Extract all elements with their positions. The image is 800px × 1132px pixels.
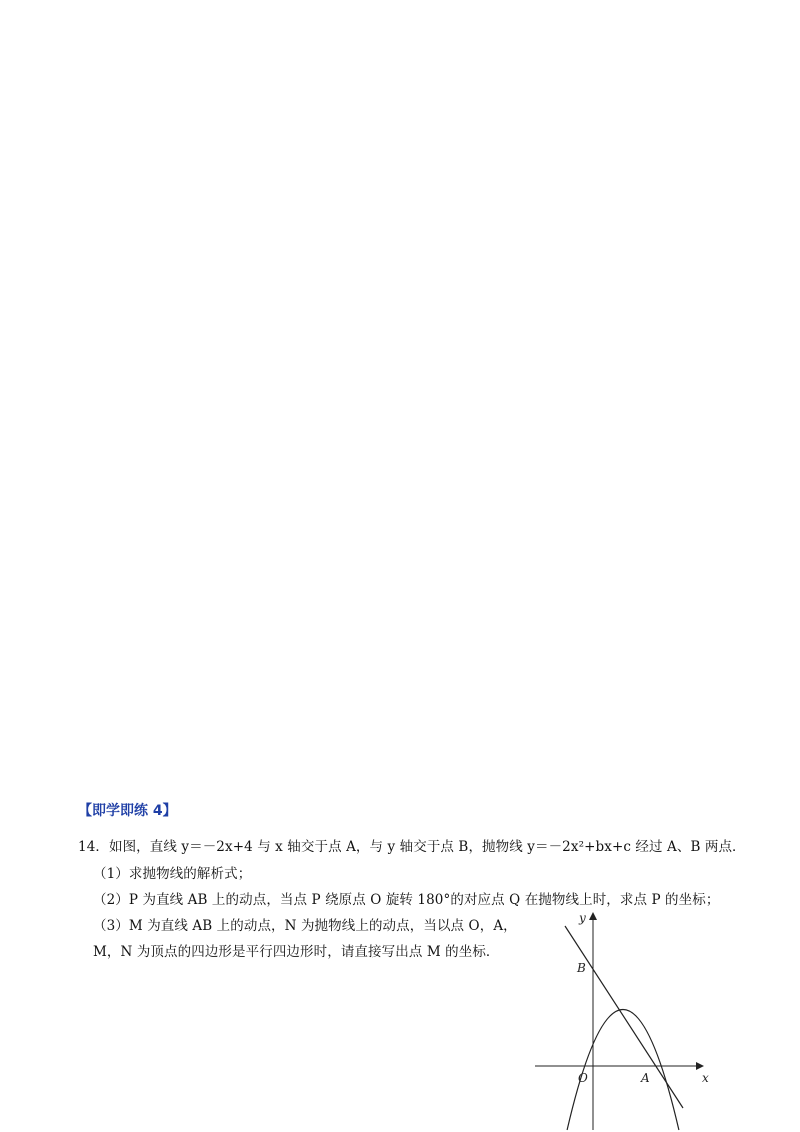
problem-part-3-continued: M，N 为顶点的四边形是平行四边形时，请直接写出点 M 的坐标．: [93, 944, 500, 960]
origin-label: O: [578, 1071, 588, 1085]
x-axis-arrow-icon: [696, 1062, 704, 1070]
problem-part-1: （1）求抛物线的解析式；: [93, 866, 252, 882]
point-a-label: A: [641, 1071, 650, 1085]
parabola-curve: [567, 1010, 679, 1131]
problem-statement: 14．如图，直线 y＝－2x+4 与 x 轴交于点 A，与 y 轴交于点 B，抛物线 y＝－2x²+bx+c 经过 A、B 两点．: [78, 839, 746, 855]
problem-part-2: （2）P 为直线 AB 上的动点，当点 P 绕原点 O 旋转 180°的对应点 Q 在抛物线上时，求点 P 的坐标；: [93, 892, 720, 908]
parabola-line-figure: [530, 908, 715, 1132]
point-b-label: B: [577, 961, 586, 975]
section-heading: 【即学即练 4】: [78, 803, 177, 819]
y-axis-arrow-icon: [589, 912, 597, 920]
y-axis-label: y: [579, 911, 586, 925]
problem-part-3: （3）M 为直线 AB 上的动点，N 为抛物线上的动点，当以点 O，A，: [93, 918, 517, 934]
x-axis-label: x: [702, 1071, 709, 1085]
